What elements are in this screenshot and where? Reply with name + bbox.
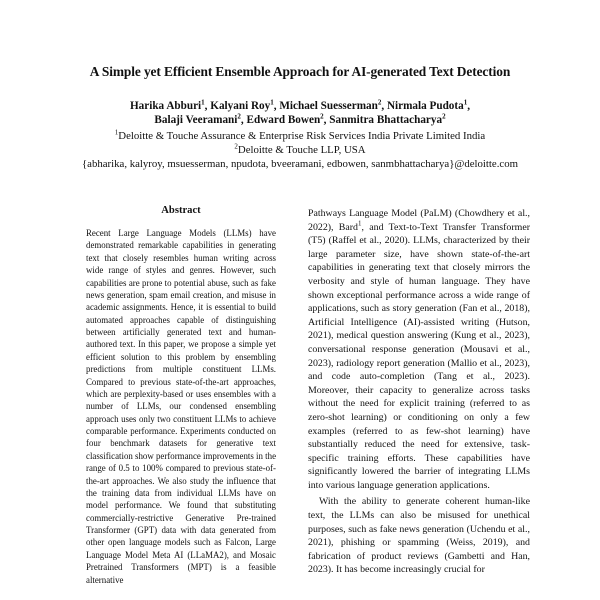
intro-paragraph-1: Pathways Language Model (PaLM) (Chowdhery et al., 2022), Bard$^1$, and Text-to-Text Transfer Transformer (T5) (Raffel et al., 2020). LLMs, characterized by their large parameter size, have shown state-of-the-art capabilities in generating text that closely mirrors the verbosity and style of human language. They have shown exceptional performance across a wide range of applications, such as story generation (Fan et al., 2018), Artificial Intelligence (AI)-assisted writing (Hutson, 2021), medical question answering (Kung et al., 2023), conversational response generation (Mousavi et al., 2023), radiology report generation (Mallio et al., 2023), and code auto-completion (Tang et al., 2023). Moreover, their capacity to generalize across tasks without the need for explicit training (referred to as zero-shot learning) or conditioning on only a few examples (referred to as few-shot learning) have substantially reduced the need for extensive, task-specific training efforts. These capabilities have significantly lowered the barrier of integrating LLMs into various language generation applications.	[308, 208, 531, 491]
author: Nirmala Pudota$^1$,	[386, 98, 471, 112]
introduction-column	[308, 207, 530, 577]
author-line-2	[0, 113, 600, 127]
abstract-text: Recent Large Language Models (LLMs) have demonstrated remarkable capabilities in generating text that closely resembles human writing across wide range of styles and genres. However, such capabilities are prone to potential abuse, such as fake news generation, spam email creation, and misuse in academic assignments. Hence, it is essential to build automated approaches capable of distinguishing between artificially generated text and human-authored text. In this paper, we propose a simple yet efficient solution to this problem by ensembling predictions from multiple constituent LLMs. Compared to previous state-of-the-art approaches, which are perplexity-based or uses ensembles with a number of LLMs, our condensed ensembling approach uses only two constituent LLMs to achieve comparable performance. Experiments conducted on four benchmark datasets for generative text classification show performance improvements in the range of 0.5 to 100% compared to previous state-of-the-art approaches. We also study the influence that the training data from individual LLMs have on model performance. We found that substituting commercially-restrictive Generative Pre-trained Transformer (GPT) data with data generated from other open language models such as Falcon, Large Language Model Meta AI (LLaMA2), and Mosaic Pretrained Transformers (MPT) is a feasible alternative	[86, 228, 277, 585]
affiliation-2: $^2$Deloitte & Touche LLP, USA	[234, 142, 366, 156]
footnote-marker: 1	[358, 219, 362, 228]
abstract-section	[86, 204, 276, 586]
author: Kalyani Roy$^1$,	[210, 98, 280, 112]
author: Michael Suesserman$^2$,	[279, 98, 387, 112]
author: Harika Abburi$^1$,	[129, 98, 211, 112]
author-line-1	[0, 99, 600, 113]
author: Sanmitra Bhattacharya$^2$	[329, 112, 446, 126]
abstract-heading: Abstract	[161, 205, 201, 216]
affiliation-1: $^1$Deloitte & Touche Assurance & Enterprise Risk Services India Private Limited India	[114, 128, 486, 142]
author: Balaji Veeramani$^2$,	[154, 112, 247, 126]
paper-title: A Simple yet Efficient Ensemble Approach for AI-generated Text Detection	[89, 64, 511, 79]
author-list	[0, 99, 600, 127]
author-emails: {abharika, kalyroy, msuesserman, npudota, bveeramani, edbowen, sanmbhattacharya}@deloitte.com	[81, 158, 519, 170]
intro-paragraph-2: With the ability to generate coherent human-like text, the LLMs can also be misused for unethical purposes, such as fake news generation (Uchendu et al., 2021), phishing or spamming (Weiss, 2019), and fabrication of product reviews (Gambetti and Han, 2023). It has become increasingly crucial for	[308, 496, 530, 576]
affiliations	[0, 129, 600, 171]
author: Edward Bowen$^2$,	[246, 112, 330, 126]
